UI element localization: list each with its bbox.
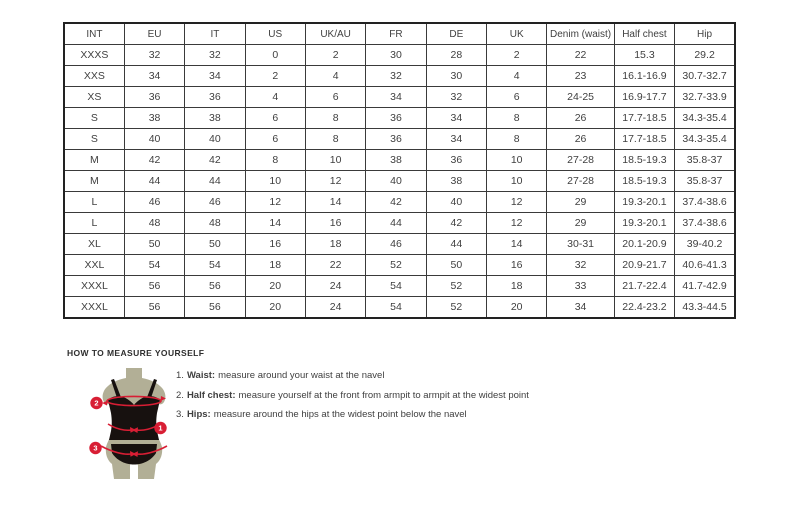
table-row xyxy=(64,255,735,276)
size-cell: 24 xyxy=(305,276,365,297)
size-cell: 34 xyxy=(124,66,184,87)
column-header: DE xyxy=(426,23,486,45)
column-header: US xyxy=(245,23,305,45)
size-cell: 56 xyxy=(124,276,184,297)
size-cell: 26 xyxy=(547,108,614,129)
measure-step-half-chest xyxy=(176,386,529,406)
step-text: measure around the hips at the widest point below the navel xyxy=(213,409,467,420)
table-row xyxy=(64,66,735,87)
size-cell: 50 xyxy=(426,255,486,276)
size-cell: L xyxy=(64,213,124,234)
size-cell: 18.5-19.3 xyxy=(614,171,674,192)
size-cell: 24 xyxy=(305,297,365,319)
size-cell: 14 xyxy=(487,234,547,255)
size-cell: 34 xyxy=(366,87,426,108)
size-cell: 36 xyxy=(366,129,426,150)
size-cell: 40 xyxy=(366,171,426,192)
size-cell: 10 xyxy=(305,150,365,171)
size-cell: 16.1-16.9 xyxy=(614,66,674,87)
size-cell: 12 xyxy=(305,171,365,192)
size-cell: 32 xyxy=(124,45,184,66)
size-cell: 46 xyxy=(366,234,426,255)
step-label: Half chest: xyxy=(186,389,236,401)
size-cell: 8 xyxy=(305,129,365,150)
size-cell: 54 xyxy=(366,297,426,319)
size-cell: 38 xyxy=(426,171,486,192)
size-cell: 42 xyxy=(185,150,245,171)
size-cell: 40 xyxy=(124,129,184,150)
measure-step-hips xyxy=(176,405,529,425)
size-cell: 32 xyxy=(547,255,614,276)
measure-steps xyxy=(176,366,529,425)
size-cell: 44 xyxy=(426,234,486,255)
size-cell: 24-25 xyxy=(547,87,614,108)
size-cell: 42 xyxy=(426,213,486,234)
mannequin-icon xyxy=(88,367,170,481)
size-cell: 6 xyxy=(245,129,305,150)
size-cell: 18 xyxy=(245,255,305,276)
size-cell: 30.7-32.7 xyxy=(675,66,735,87)
table-row xyxy=(64,192,735,213)
size-cell: 16 xyxy=(245,234,305,255)
size-cell: 46 xyxy=(124,192,184,213)
size-cell: 38 xyxy=(185,108,245,129)
size-cell: 54 xyxy=(185,255,245,276)
size-cell: 20 xyxy=(487,297,547,319)
size-cell: 14 xyxy=(305,192,365,213)
column-header: EU xyxy=(124,23,184,45)
column-header: Hip xyxy=(675,23,735,45)
size-cell: 48 xyxy=(124,213,184,234)
size-cell: 32 xyxy=(426,87,486,108)
size-cell: 2 xyxy=(487,45,547,66)
size-cell: 6 xyxy=(487,87,547,108)
size-cell: 41.7-42.9 xyxy=(675,276,735,297)
size-cell: S xyxy=(64,129,124,150)
size-cell: 0 xyxy=(245,45,305,66)
size-cell: 18 xyxy=(487,276,547,297)
size-cell: 29 xyxy=(547,192,614,213)
size-cell: 52 xyxy=(426,276,486,297)
size-cell: 2 xyxy=(305,45,365,66)
size-cell: 4 xyxy=(245,87,305,108)
size-cell: 40 xyxy=(426,192,486,213)
size-cell: 32 xyxy=(185,45,245,66)
size-cell: 37.4-38.6 xyxy=(675,192,735,213)
step-number: 2. xyxy=(176,389,184,401)
size-cell: 6 xyxy=(245,108,305,129)
size-cell: 36 xyxy=(185,87,245,108)
size-cell: 15.3 xyxy=(614,45,674,66)
size-cell: 35.8-37 xyxy=(675,171,735,192)
size-cell: 34 xyxy=(426,129,486,150)
size-cell: L xyxy=(64,192,124,213)
size-cell: 22 xyxy=(547,45,614,66)
size-chart-table xyxy=(63,22,736,319)
step-number: 3. xyxy=(176,409,184,420)
size-cell: 50 xyxy=(185,234,245,255)
size-cell: S xyxy=(64,108,124,129)
size-cell: 50 xyxy=(124,234,184,255)
size-cell: 46 xyxy=(185,192,245,213)
size-cell: 38 xyxy=(124,108,184,129)
size-cell: 52 xyxy=(366,255,426,276)
size-cell: 8 xyxy=(305,108,365,129)
table-row xyxy=(64,171,735,192)
size-cell: XXL xyxy=(64,255,124,276)
size-cell: M xyxy=(64,171,124,192)
size-cell: 20 xyxy=(245,297,305,319)
size-cell: 16.9-17.7 xyxy=(614,87,674,108)
column-header: Half chest xyxy=(614,23,674,45)
table-row xyxy=(64,108,735,129)
size-cell: 8 xyxy=(487,108,547,129)
table-row xyxy=(64,234,735,255)
size-cell: 30 xyxy=(366,45,426,66)
size-cell: 18.5-19.3 xyxy=(614,150,674,171)
step-label: Hips: xyxy=(186,409,211,420)
size-cell: 30-31 xyxy=(547,234,614,255)
measure-section-heading: HOW TO MEASURE YOURSELF xyxy=(67,348,205,358)
size-cell: 22.4-23.2 xyxy=(614,297,674,319)
table-row xyxy=(64,129,735,150)
size-cell: 29.2 xyxy=(675,45,735,66)
measurement-figure-illustration xyxy=(88,367,170,481)
size-cell: 28 xyxy=(426,45,486,66)
size-chart-header xyxy=(64,23,735,45)
size-cell: 20.9-21.7 xyxy=(614,255,674,276)
size-cell: XS xyxy=(64,87,124,108)
badge-3: 3 xyxy=(93,443,98,453)
size-cell: 38 xyxy=(366,150,426,171)
size-cell: 12 xyxy=(245,192,305,213)
size-cell: 36 xyxy=(124,87,184,108)
size-cell: 37.4-38.6 xyxy=(675,213,735,234)
size-cell: 8 xyxy=(245,150,305,171)
size-cell: XXXS xyxy=(64,45,124,66)
measure-step-waist xyxy=(176,366,529,386)
table-row xyxy=(64,150,735,171)
badge-2: 2 xyxy=(94,398,99,408)
size-cell: 8 xyxy=(487,129,547,150)
column-header: FR xyxy=(366,23,426,45)
size-cell: 17.7-18.5 xyxy=(614,108,674,129)
size-cell: 44 xyxy=(366,213,426,234)
size-cell: 32 xyxy=(366,66,426,87)
column-header: UK/AU xyxy=(305,23,365,45)
size-cell: 14 xyxy=(245,213,305,234)
size-cell: 4 xyxy=(487,66,547,87)
size-cell: 43.3-44.5 xyxy=(675,297,735,319)
size-cell: 36 xyxy=(366,108,426,129)
size-cell: 34.3-35.4 xyxy=(675,108,735,129)
step-text: measure around your waist at the navel xyxy=(218,370,385,381)
step-label: Waist: xyxy=(186,370,216,381)
size-cell: 20.1-20.9 xyxy=(614,234,674,255)
size-cell: 34.3-35.4 xyxy=(675,129,735,150)
size-cell: 42 xyxy=(124,150,184,171)
size-cell: 39-40.2 xyxy=(675,234,735,255)
size-cell: 56 xyxy=(185,276,245,297)
size-cell: 6 xyxy=(305,87,365,108)
size-cell: 21.7-22.4 xyxy=(614,276,674,297)
size-cell: 36 xyxy=(426,150,486,171)
table-row xyxy=(64,297,735,319)
size-cell: 44 xyxy=(185,171,245,192)
size-cell: 48 xyxy=(185,213,245,234)
header-row xyxy=(64,23,735,45)
size-cell: 12 xyxy=(487,192,547,213)
table-row xyxy=(64,87,735,108)
step-text: measure yourself at the front from armpit to armpit at the widest point xyxy=(238,389,529,401)
size-cell: M xyxy=(64,150,124,171)
size-cell: 34 xyxy=(547,297,614,319)
table-row xyxy=(64,276,735,297)
size-chart-body xyxy=(64,45,735,319)
column-header: Denim (waist) xyxy=(547,23,614,45)
column-header: INT xyxy=(64,23,124,45)
column-header: IT xyxy=(185,23,245,45)
size-cell: 54 xyxy=(124,255,184,276)
size-cell: XXXL xyxy=(64,276,124,297)
size-cell: XXS xyxy=(64,66,124,87)
size-cell: 56 xyxy=(124,297,184,319)
size-cell: 33 xyxy=(547,276,614,297)
size-cell: 23 xyxy=(547,66,614,87)
size-cell: 17.7-18.5 xyxy=(614,129,674,150)
size-cell: 34 xyxy=(426,108,486,129)
step-number: 1. xyxy=(176,370,184,381)
size-cell: 10 xyxy=(487,150,547,171)
column-header: UK xyxy=(487,23,547,45)
size-cell: 44 xyxy=(124,171,184,192)
size-cell: 20 xyxy=(245,276,305,297)
size-cell: 35.8-37 xyxy=(675,150,735,171)
size-cell: 29 xyxy=(547,213,614,234)
size-cell: 16 xyxy=(487,255,547,276)
table-row xyxy=(64,213,735,234)
size-cell: 16 xyxy=(305,213,365,234)
size-cell: 10 xyxy=(487,171,547,192)
table-row xyxy=(64,45,735,66)
size-cell: 40.6-41.3 xyxy=(675,255,735,276)
size-cell: 18 xyxy=(305,234,365,255)
size-cell: 30 xyxy=(426,66,486,87)
size-cell: 56 xyxy=(185,297,245,319)
size-cell: 19.3-20.1 xyxy=(614,213,674,234)
size-cell: 22 xyxy=(305,255,365,276)
size-cell: 2 xyxy=(245,66,305,87)
size-cell: 32.7-33.9 xyxy=(675,87,735,108)
size-cell: 12 xyxy=(487,213,547,234)
badge-1: 1 xyxy=(158,423,163,433)
size-cell: 19.3-20.1 xyxy=(614,192,674,213)
size-cell: 54 xyxy=(366,276,426,297)
size-cell: 26 xyxy=(547,129,614,150)
size-cell: 40 xyxy=(185,129,245,150)
size-cell: XXXL xyxy=(64,297,124,319)
size-cell: 27-28 xyxy=(547,171,614,192)
size-cell: 52 xyxy=(426,297,486,319)
size-cell: 34 xyxy=(185,66,245,87)
size-cell: 10 xyxy=(245,171,305,192)
size-cell: 27-28 xyxy=(547,150,614,171)
size-cell: 42 xyxy=(366,192,426,213)
size-cell: 4 xyxy=(305,66,365,87)
size-cell: XL xyxy=(64,234,124,255)
